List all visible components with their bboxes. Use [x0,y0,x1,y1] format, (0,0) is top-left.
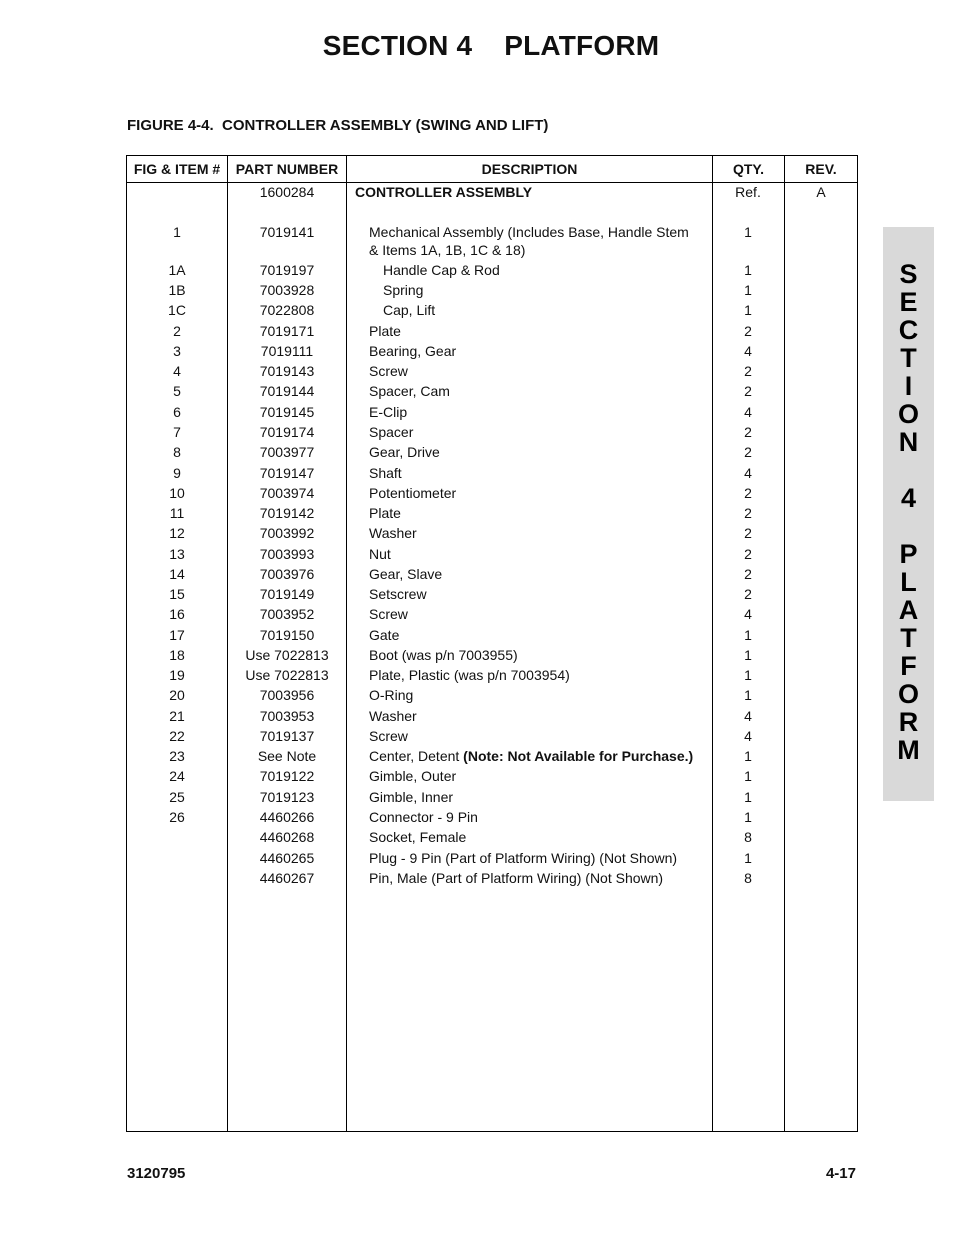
description-cell [351,788,697,806]
description-text: Spacer [369,424,414,440]
description-text: Screw [369,728,408,744]
qty-cell: 1 [744,282,752,298]
fig-item-cell: 8 [173,444,181,460]
header-rev: REV. [805,161,837,177]
header-description: DESCRIPTION [481,161,578,177]
header-qty: QTY. [732,161,765,177]
description-cell [351,342,697,360]
description-text: Gimble, Inner [369,789,454,805]
qty-cell: 4 [744,343,752,359]
parts-table [126,155,858,1132]
description-text: Boot (was p/n 7003955) [369,647,518,663]
side-tab-letter [883,456,934,484]
description-cell [351,545,697,563]
description-text: Plate [369,323,401,339]
fig-item-cell: 1C [168,302,186,318]
part-number-cell: 7022808 [259,302,315,318]
part-number-cell: 7019144 [259,383,315,399]
part-number-cell: 7019143 [259,363,315,379]
fig-item-cell: 11 [169,505,185,521]
part-number-cell: 7019150 [259,627,315,643]
description-note: (Note: Not Available for Purchase.) [463,748,694,764]
part-number-cell: See Note [257,748,317,764]
description-text: Spacer, Cam [369,383,450,399]
document-number: 3120795 [127,1165,186,1182]
description-cell [351,646,697,664]
description-cell [351,484,697,502]
description-text: O-Ring [369,687,414,703]
qty-cell: 1 [744,809,752,825]
qty-cell: 2 [744,424,752,440]
description-text: Spring [383,282,424,298]
description-text: Plate [369,505,401,521]
qty-cell: 2 [744,505,752,521]
description-text: Gimble, Outer [369,768,457,784]
side-tab-letter: I [904,371,913,401]
description-text: Gear, Slave [369,566,443,582]
side-tab-letter: L [900,567,917,597]
description-cell [351,727,697,745]
fig-item-cell: 1B [168,282,186,298]
qty-cell: 1 [744,850,752,866]
fig-item-cell: 7 [173,424,181,440]
part-number-cell: 7003977 [259,444,315,460]
description-cell [351,869,697,887]
part-number-cell: 7019197 [259,262,315,278]
qty-cell: 2 [744,586,752,602]
qty-cell: 2 [744,323,752,339]
side-tab-letters [883,260,934,764]
part-number-cell: 7019123 [259,789,315,805]
part-number-cell: 4460267 [259,870,315,886]
qty-cell: 4 [744,465,752,481]
description-text: Screw [369,606,408,622]
part-number-cell: 4460268 [259,829,315,845]
qty-cell: 1 [744,302,752,318]
part-number-cell: 7019142 [259,505,315,521]
rev-cell: A [816,184,826,200]
description-text: Handle Cap & Rod [383,262,500,278]
part-number-cell: 7019171 [259,323,315,339]
qty-cell: Ref. [735,184,761,200]
qty-cell: 1 [744,789,752,805]
fig-item-cell: 24 [169,768,185,784]
qty-cell: 4 [744,606,752,622]
description-cell [351,183,711,201]
part-number-cell: 7019141 [259,224,315,240]
part-number-cell: Use 7022813 [245,667,329,683]
description-cell [351,281,683,299]
qty-cell: 2 [744,546,752,562]
fig-item-cell: 2 [173,323,181,339]
qty-cell: 4 [744,708,752,724]
fig-item-cell: 25 [169,789,185,805]
description-cell [351,585,697,603]
fig-item-cell: 15 [169,586,185,602]
description-cell [351,767,697,785]
side-tab-letter [883,512,934,540]
fig-item-cell: 1A [168,262,186,278]
part-number-cell: 7003993 [259,546,315,562]
qty-cell: 8 [744,829,752,845]
fig-item-cell: 12 [169,525,185,541]
part-number-cell: 7003976 [259,566,315,582]
fig-item-cell: 18 [169,647,185,663]
description-cell [351,443,697,461]
description-cell [351,322,697,340]
description-text: Cap, Lift [383,302,436,318]
qty-cell: 8 [744,870,752,886]
description-cell [351,626,697,644]
qty-cell: 1 [744,687,752,703]
part-number-cell: 4460266 [259,809,315,825]
fig-item-cell: 17 [169,627,185,643]
description-cell [351,605,697,623]
fig-item-cell: 20 [169,687,185,703]
description-cell [351,849,697,867]
description-cell [351,403,697,421]
part-number-cell: 7019122 [259,768,315,784]
description-cell [351,362,697,380]
qty-cell: 2 [744,485,752,501]
description-text: Washer [369,525,417,541]
qty-cell: 2 [744,444,752,460]
description-cell [351,524,697,542]
description-text: Potentiometer [369,485,457,501]
part-number-cell: 7019111 [260,343,314,359]
side-tab-letter: O [897,399,919,429]
part-number-cell: 7003928 [259,282,315,298]
description-text: Mechanical Assembly (Includes Base, Handle Stem & Items 1A, 1B, 1C & 18) [369,224,689,258]
side-tab-letter: O [897,679,919,709]
qty-cell: 1 [744,768,752,784]
fig-item-cell: 14 [169,566,185,582]
part-number-cell: 4460265 [259,850,315,866]
description-cell [351,686,697,704]
description-text: Pin, Male (Part of Platform Wiring) (Not Shown) [369,870,664,886]
description-cell [351,565,697,583]
qty-cell: 2 [744,363,752,379]
description-cell [351,423,697,441]
part-number-cell: 7019174 [259,424,315,440]
description-cell [351,747,697,765]
fig-item-cell: 19 [169,667,185,683]
side-tab-letter: M [897,735,920,765]
side-tab-letter: F [900,651,917,681]
qty-cell: 1 [744,627,752,643]
qty-cell: 2 [744,383,752,399]
side-tab-letter: P [899,539,918,569]
header-fig-item: FIG & ITEM # [133,161,221,177]
description-cell [351,828,697,846]
figure-title: FIGURE 4-4. CONTROLLER ASSEMBLY (SWING AND LIFT) [127,117,549,134]
description-cell [351,707,697,725]
description-cell [351,808,697,826]
part-number-cell: Use 7022813 [245,647,329,663]
fig-item-cell: 1 [173,224,181,240]
qty-cell: 4 [744,404,752,420]
section-side-tab [883,227,934,801]
qty-cell: 4 [744,728,752,744]
part-number-cell: 7003956 [259,687,315,703]
description-text: Plug - 9 Pin (Part of Platform Wiring) (Not Shown) [369,850,678,866]
side-tab-letter: T [900,623,917,653]
fig-item-cell: 16 [169,606,185,622]
description-cell [351,301,683,319]
fig-item-cell: 22 [169,728,185,744]
fig-item-cell: 26 [169,809,185,825]
description-cell [351,261,683,279]
fig-item-cell: 9 [173,465,181,481]
part-number-cell: 7019147 [259,465,315,481]
description-text: Washer [369,708,417,724]
part-number-cell: 1600284 [259,184,315,200]
column-divider [346,156,347,1131]
fig-item-cell: 13 [169,546,185,562]
description-cell [351,504,697,522]
part-number-cell: 7003992 [259,525,315,541]
fig-item-cell: 21 [169,708,185,724]
side-tab-letter: T [900,343,917,373]
fig-item-cell: 6 [173,404,181,420]
fig-item-cell: 3 [173,343,181,359]
qty-cell: 1 [744,262,752,278]
description-text: Shaft [369,465,402,481]
description-text: Setscrew [369,586,427,602]
part-number-cell: 7019137 [259,728,315,744]
qty-cell: 1 [744,647,752,663]
qty-cell: 2 [744,525,752,541]
description-text: Center, Detent [369,748,464,764]
description-cell [351,382,697,400]
qty-cell: 2 [744,566,752,582]
description-text: Gear, Drive [369,444,440,460]
part-number-cell: 7003953 [259,708,315,724]
description-text: Connector - 9 Pin [369,809,478,825]
description-text: Nut [369,546,391,562]
side-tab-letter: S [899,259,918,289]
fig-item-cell: 10 [169,485,185,501]
fig-item-cell: 4 [173,363,181,379]
description-cell [351,464,697,482]
description-text: Bearing, Gear [369,343,457,359]
description-text: Screw [369,363,408,379]
description-text: Socket, Female [369,829,467,845]
part-number-cell: 7019149 [259,586,315,602]
column-divider [784,156,785,1131]
description-text: Gate [369,627,400,643]
description-text: CONTROLLER ASSEMBLY [355,184,533,200]
description-text: E-Clip [369,404,408,420]
side-tab-letter: N [898,427,919,457]
qty-cell: 1 [744,224,752,240]
section-title: SECTION 4 PLATFORM [322,30,660,61]
side-tab-letter: R [898,707,919,737]
part-number-cell: 7019145 [259,404,315,420]
part-number-cell: 7003974 [259,485,315,501]
fig-item-cell: 5 [173,383,181,399]
side-tab-letter: C [898,315,919,345]
fig-item-cell: 23 [169,748,185,764]
description-cell [351,223,697,259]
side-tab-letter: E [899,287,918,317]
qty-cell: 1 [744,667,752,683]
part-number-cell: 7003952 [259,606,315,622]
side-tab-letter: 4 [900,483,917,513]
description-text: Plate, Plastic (was p/n 7003954) [369,667,570,683]
description-cell [351,666,697,684]
qty-cell: 1 [744,748,752,764]
header-part-number: PART NUMBER [235,161,339,177]
side-tab-letter: A [898,595,919,625]
page-number: 4-17 [825,1165,856,1182]
